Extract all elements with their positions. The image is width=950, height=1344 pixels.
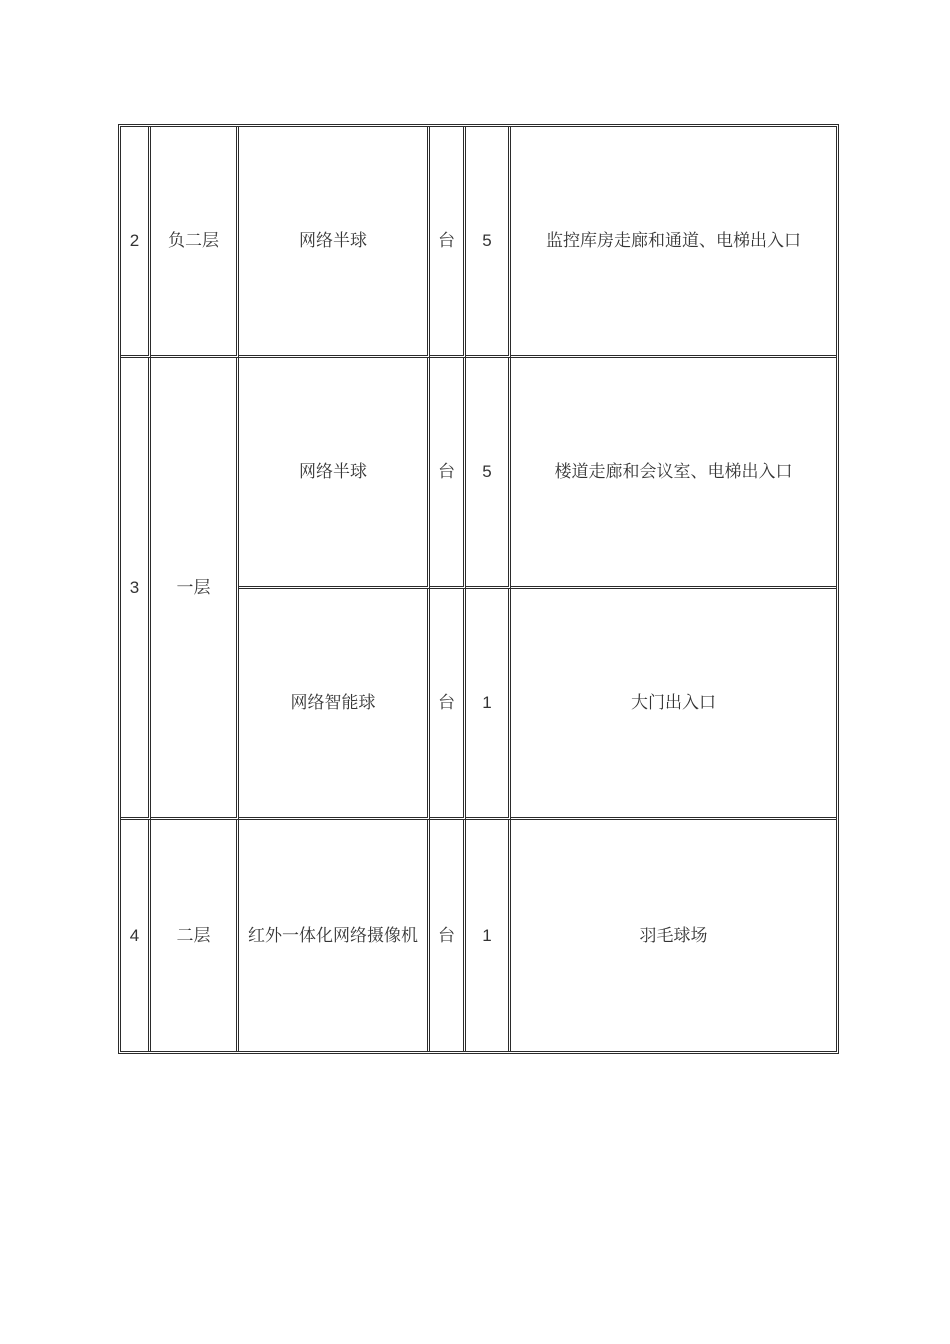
device-cell: 红外一体化网络摄像机 <box>239 820 430 1051</box>
location-cell: 监控库房走廊和通道、电梯出入口 <box>511 127 836 358</box>
device-cell: 网络半球 <box>239 127 430 358</box>
table-row <box>121 127 836 358</box>
table-row <box>121 820 836 1051</box>
row-number-cell: 4 <box>121 820 151 1051</box>
location-cell: 大门出入口 <box>511 589 836 820</box>
floor-cell: 一层 <box>151 358 239 820</box>
quantity-cell: 5 <box>466 358 511 589</box>
floor-cell: 二层 <box>151 820 239 1051</box>
quantity-cell: 1 <box>466 589 511 820</box>
equipment-table-container <box>118 124 833 1054</box>
row-number-cell: 3 <box>121 358 151 820</box>
unit-cell: 台 <box>430 358 466 589</box>
quantity-cell: 5 <box>466 127 511 358</box>
unit-cell: 台 <box>430 820 466 1051</box>
device-cell: 网络半球 <box>239 358 430 589</box>
quantity-cell: 1 <box>466 820 511 1051</box>
row-number-cell: 2 <box>121 127 151 358</box>
device-cell: 网络智能球 <box>239 589 430 820</box>
table-row <box>121 358 836 589</box>
equipment-table <box>118 124 839 1054</box>
unit-cell: 台 <box>430 589 466 820</box>
location-cell: 楼道走廊和会议室、电梯出入口 <box>511 358 836 589</box>
location-cell: 羽毛球场 <box>639 925 708 946</box>
unit-cell: 台 <box>430 127 466 358</box>
floor-cell: 负二层 <box>151 127 239 358</box>
